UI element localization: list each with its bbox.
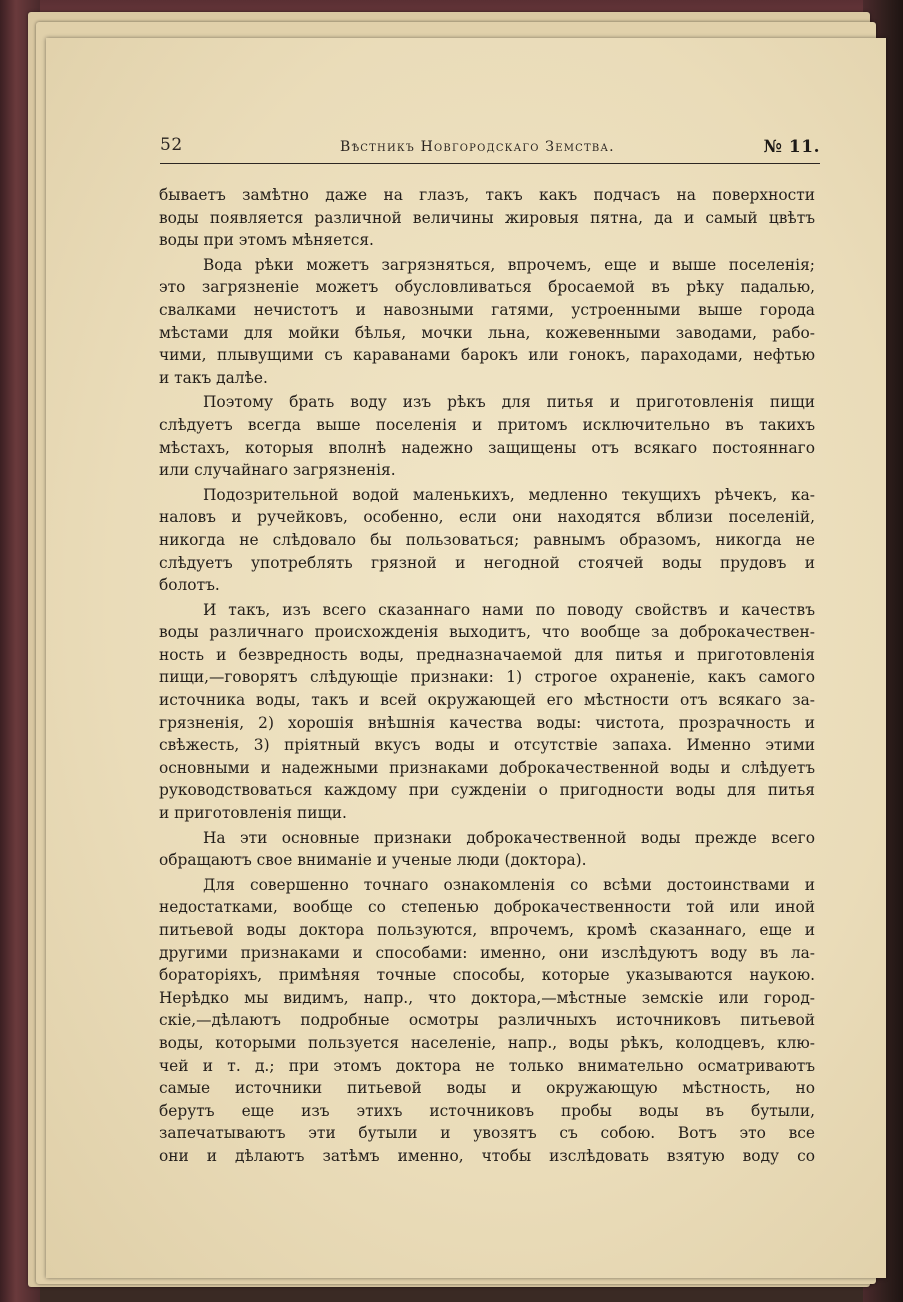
- text-line: наловъ и ручейковъ, особенно, если они находятся вблизи поселеній,: [159, 508, 815, 527]
- text-line: бываетъ замѣтно даже на глазъ, такъ какъ подчасъ на поверхности: [159, 186, 815, 204]
- text-line: или случайнаго загрязненія.: [159, 461, 396, 480]
- text-line: источника воды, такъ и всей окружающей его мѣстности отъ всякаго за-: [159, 691, 815, 710]
- text-line: они и дѣлаютъ затѣмъ именно, чтобы изслѣдовать взятую воду со: [159, 1146, 815, 1165]
- page-number: 52: [160, 135, 183, 155]
- text-line: Подозрительной водой маленькихъ, медленно текущихъ рѣчекъ, ка-: [203, 485, 815, 504]
- text-line: свѣжесть, 3) пріятный вкусъ воды и отсутствіе запаха. Именно этими: [159, 736, 815, 755]
- text-line: Нерѣдко мы видимъ, напр., что доктора,—мѣстные земскіе или город-: [159, 988, 815, 1007]
- text-line: болотъ.: [159, 576, 220, 595]
- issue-number: № 11.: [763, 137, 820, 157]
- text-line: ность и безвредность воды, предназначаемой для питья и приготовленія: [159, 645, 815, 664]
- page-body-text: [159, 184, 815, 1168]
- text-line: руководствоваться каждому при сужденіи о пригодности воды для питья: [159, 781, 815, 800]
- text-line: воды различнаго происхожденія выходитъ, что вообще за доброкачествен-: [159, 623, 815, 642]
- text-line: воды, которыми пользуется населеніе, напр., воды рѣкъ, колодцевъ, клю-: [159, 1033, 815, 1052]
- text-line: питьевой воды доктора пользуются, впрочемъ, кромѣ сказаннаго, еще и: [159, 921, 815, 939]
- text-line: На эти основные признаки доброкачественной воды прежде всего: [203, 828, 815, 847]
- text-line: Для совершенно точнаго ознакомленія со всѣми достоинствами и: [203, 875, 815, 894]
- text-line: воды при этомъ мѣняется.: [159, 231, 374, 250]
- text-line: основными и надежными признаками доброкачественной воды и слѣдуетъ: [159, 758, 815, 777]
- text-line: чими, плывущими съ караванами барокъ или гонокъ, параходами, нефтью: [159, 346, 815, 365]
- text-line: никогда не слѣдовало бы пользоваться; равнымъ образомъ, никогда не: [159, 530, 815, 549]
- text-line: Вода рѣки можетъ загрязняться, впрочемъ, еще и выше поселенія;: [203, 255, 815, 274]
- text-line: недостатками, вообще со степенью доброкачественности той или иной: [159, 898, 815, 917]
- text-line: бораторіяхъ, примѣняя точные способы, которые указываются наукою.: [159, 966, 815, 985]
- journal-title: Вѣстникъ Новгородскаго Земства.: [340, 139, 615, 155]
- text-line: мѣстами для мойки бѣлья, мочки льна, кожевенными заводами, рабо-: [159, 323, 815, 342]
- text-line: другими признаками и способами: именно, они изслѣдуютъ воду въ ла-: [159, 943, 815, 962]
- text-line: воды появляется различной величины жировыя пятна, да и самый цвѣтъ: [159, 208, 815, 227]
- text-line: запечатываютъ эти бутыли и увозятъ съ собою. Вотъ это все: [159, 1124, 815, 1143]
- text-line: обращаютъ свое вниманіе и ученые люди (доктора).: [159, 851, 587, 870]
- text-line: слѣдуетъ употреблять грязной и негодной стоячей воды прудовъ и: [159, 553, 815, 572]
- text-line: свалками нечистотъ и навозными гатями, устроенными выше города: [159, 300, 815, 319]
- text-line: чей и т. д.; при этомъ доктора не только внимательно осматриваютъ: [159, 1056, 815, 1075]
- text-line: грязненія, 2) хорошія внѣшнія качества воды: чистота, прозрачность и: [159, 713, 815, 732]
- text-line: это загрязненіе можетъ обусловливаться бросаемой въ рѣку падалью,: [159, 278, 815, 297]
- text-line: Поэтому брать воду изъ рѣкъ для питья и приготовленія пищи: [203, 393, 815, 412]
- text-line: берутъ еще изъ этихъ источниковъ пробы воды въ бутыли,: [159, 1101, 815, 1120]
- text-line: пищи,—говорятъ слѣдующіе признаки: 1) строгое охраненіе, какъ самого: [159, 668, 815, 687]
- running-header: [160, 133, 820, 164]
- text-line: и такъ далѣе.: [159, 368, 268, 387]
- text-line: и приготовленія пищи.: [159, 804, 347, 823]
- text-line: мѣстахъ, которыя вполнѣ надежно защищены отъ всякаго постояннаго: [159, 438, 815, 457]
- text-line: И такъ, изъ всего сказаннаго нами по поводу свойствъ и качествъ: [203, 600, 815, 619]
- text-line: скіе,—дѣлаютъ подробные осмотры различныхъ источниковъ питьевой: [159, 1011, 815, 1030]
- text-line: слѣдуетъ всегда выше поселенія и притомъ исключительно въ такихъ: [159, 415, 815, 434]
- text-line: самые источники питьевой воды и окружающую мѣстность, но: [159, 1079, 815, 1098]
